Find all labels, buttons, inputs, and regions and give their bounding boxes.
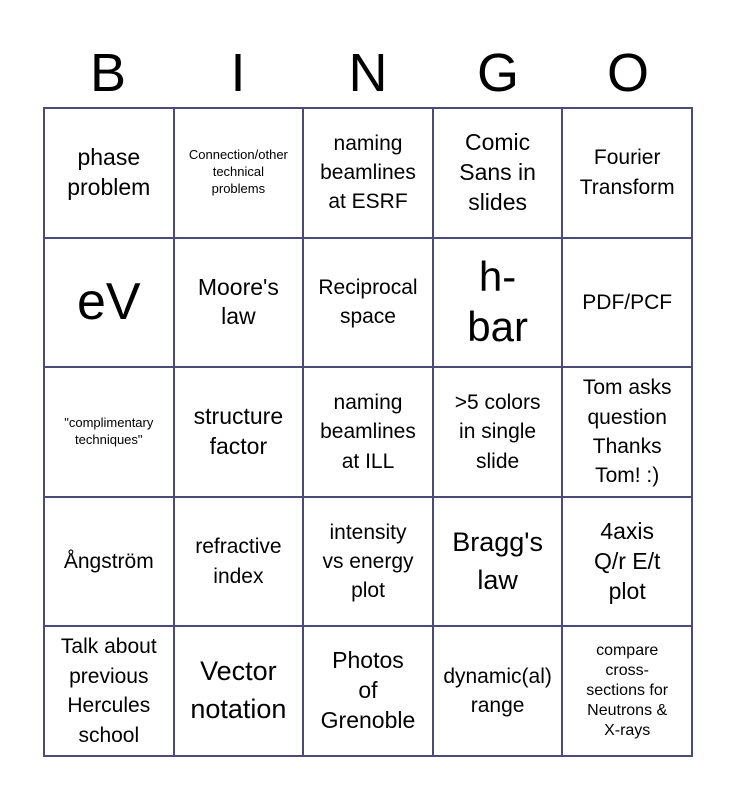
- bingo-cell-r4-c1[interactable]: [44, 497, 174, 627]
- bingo-cell-r1-c3[interactable]: [303, 108, 433, 238]
- bingo-cell-r3-c4[interactable]: [433, 367, 563, 497]
- cell-label: Connection/other technical problems: [188, 147, 288, 197]
- cell-label: refractive index: [195, 535, 282, 588]
- bingo-cell-r2-c1[interactable]: [44, 238, 174, 368]
- cell-label: structure factor: [193, 403, 284, 459]
- bingo-cell-r1-c4[interactable]: [433, 108, 563, 238]
- bingo-cell-r5-c2[interactable]: [174, 626, 304, 756]
- bingo-cell-r5-c5[interactable]: [562, 626, 692, 756]
- bingo-cell-r3-c5[interactable]: [562, 367, 692, 497]
- bingo-cell-r5-c1[interactable]: [44, 626, 174, 756]
- bingo-cell-r2-c3[interactable]: [303, 238, 433, 368]
- bingo-cell-r1-c2[interactable]: [174, 108, 304, 238]
- cell-label: Moore's law: [197, 273, 279, 330]
- bingo-cell-r1-c1[interactable]: [44, 108, 174, 238]
- bingo-cell-r4-c2[interactable]: [174, 497, 304, 627]
- cell-label: phase problem: [67, 143, 151, 200]
- cell-label: >5 colors in single slide: [454, 390, 541, 473]
- bingo-cell-r1-c5[interactable]: [562, 108, 692, 238]
- cell-label: Talk about previous Hercules school: [60, 635, 157, 747]
- header-letter-i: I: [230, 43, 246, 103]
- bingo-cell-r5-c4[interactable]: [433, 626, 563, 756]
- bingo-header: [43, 40, 693, 106]
- cell-label: naming beamlines at ESRF: [320, 131, 416, 214]
- cell-label: 4axis Q/r E/t plot: [593, 517, 661, 604]
- cell-label: Bragg's law: [452, 526, 543, 595]
- cell-label: intensity vs energy plot: [322, 520, 414, 603]
- bingo-board: [43, 107, 693, 757]
- cell-label: PDF/PCF: [582, 290, 673, 314]
- cell-label: Ångström: [63, 549, 154, 573]
- bingo-cell-r2-c2[interactable]: [174, 238, 304, 368]
- cell-label: naming beamlines at ILL: [320, 390, 416, 473]
- cell-label: Fourier Transform: [579, 146, 675, 199]
- cell-label: Vector notation: [190, 656, 287, 725]
- header-letter-g: G: [476, 43, 519, 103]
- bingo-cell-r3-c1[interactable]: [44, 367, 174, 497]
- header-letter-o: O: [606, 43, 649, 103]
- cell-label: Tom asks question Thanks Tom! :): [582, 376, 672, 488]
- bingo-cell-r4-c3[interactable]: [303, 497, 433, 627]
- cell-label: dynamic(al) range: [443, 664, 552, 718]
- cell-label: h- bar: [467, 253, 528, 351]
- header-letter-n: N: [348, 43, 388, 103]
- bingo-cell-r2-c4[interactable]: [433, 238, 563, 368]
- bingo-cell-r3-c3[interactable]: [303, 367, 433, 497]
- cell-label: Photos of Grenoble: [320, 647, 416, 734]
- cell-label: "complimentary techniques": [64, 415, 154, 447]
- bingo-cell-r2-c5[interactable]: [562, 238, 692, 368]
- bingo-cell-r5-c3[interactable]: [303, 626, 433, 756]
- cell-label: eV: [76, 272, 141, 331]
- bingo-cell-r4-c5[interactable]: [562, 497, 692, 627]
- header-letter-b: B: [89, 43, 127, 103]
- cell-label: compare cross- sections for Neutrons & X-rays: [586, 642, 669, 740]
- bingo-cell-r4-c4[interactable]: [433, 497, 563, 627]
- cell-label: Comic Sans in slides: [459, 128, 536, 215]
- bingo-cell-r3-c2[interactable]: [174, 367, 304, 497]
- cell-label: Reciprocal space: [318, 276, 418, 329]
